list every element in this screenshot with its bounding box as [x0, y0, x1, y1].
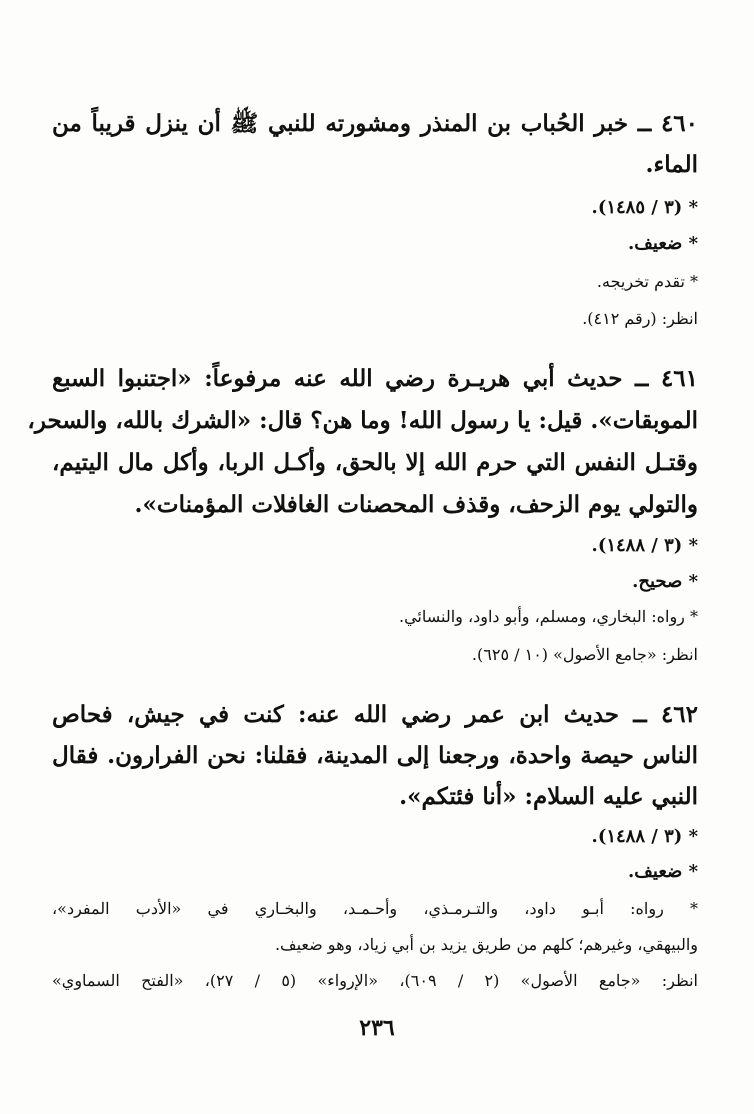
entry-462-narrators-1: * رواه: أبـو داود، والتـرمـذي، وأحـمـد، والبخـاري في «الأدب المفرد»، [52, 899, 699, 918]
entry-460-takhrij: * تقدم تخريجه. [596, 272, 698, 291]
entry-460-volume-ref: * (٣ / ١٤٨٥). [591, 197, 698, 218]
entry-460-line-1: ٤٦٠ ــ خبر الحُباب بن المنذر ومشورته للنبي ﷺ أن ينزل قريباً من [52, 110, 698, 137]
entry-461-line-3: وقتـل النفس التي حرم الله إلا بالحق، وأكـل الربا، وأكل مال اليتيم، [52, 449, 698, 476]
entry-461-volume-ref: * (٣ / ١٤٨٨). [591, 535, 698, 556]
entry-462-grade: * ضعيف. [628, 861, 698, 882]
entry-460-see-also: انظر: (رقم ٤١٢). [582, 309, 698, 328]
entry-462-line-1: ٤٦٢ ــ حديث ابن عمر رضي الله عنه: كنت في جيش، فحاص [52, 701, 698, 728]
entry-462-line-3: النبي عليه السلام: «أنا فئتكم». [399, 783, 698, 810]
entry-461-narrators: * رواه: البخاري، ومسلم، وأبو داود، والنسائي. [398, 607, 698, 626]
entry-460-grade: * ضعيف. [628, 233, 698, 254]
entry-461-line-4: والتولي يوم الزحف، وقذف المحصنات الغافلات المؤمنات». [134, 491, 698, 518]
entry-462-narrators-2: والبيهقي، وغيرهم؛ كلهم من طريق يزيد بن أبي زياد، وهو ضعيف. [274, 935, 698, 954]
entry-461-line-2: الموبقات». قيل: يا رسول الله! وما هن؟ قال: «الشرك بالله، والسحر، [27, 407, 698, 434]
entry-460-line-2: الماء. [645, 151, 698, 178]
entry-462-line-2: الناس حيصة واحدة، ورجعنا إلى المدينة، فقلنا: نحن الفرارون. فقال [52, 742, 698, 769]
entry-461-see-also: انظر: «جامع الأصول» (١٠ / ٦٢٥). [471, 645, 698, 664]
entry-461-line-1: ٤٦١ ــ حديث أبي هريـرة رضي الله عنه مرفوعاً: «اجتنبوا السبع [52, 365, 698, 392]
page-number: ٢٣٦ [359, 1015, 395, 1041]
entry-462-see-also: انظر: «جامع الأصول» (٢ / ٦٠٩)، «الإرواء» (٥ / ٢٧)، «الفتح السماوي» [52, 971, 698, 990]
entry-462-volume-ref: * (٣ / ١٤٨٨). [591, 826, 698, 847]
entry-461-grade: * صحيح. [632, 571, 698, 592]
